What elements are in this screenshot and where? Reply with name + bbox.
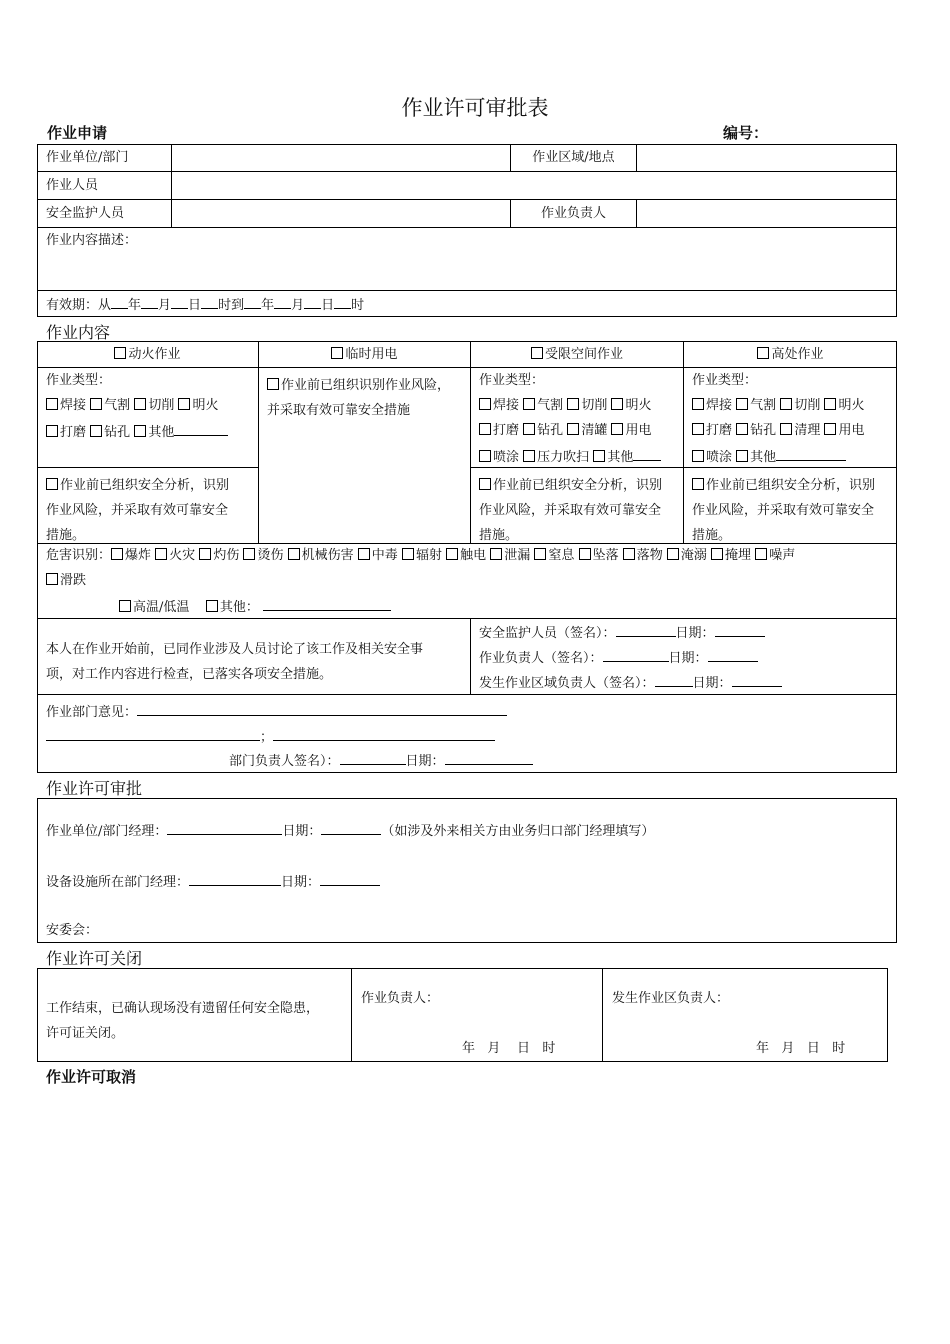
- supervisor-label: 安全监护人员: [46, 206, 125, 221]
- hazard-label: 爆炸: [125, 548, 152, 563]
- height-type-label: 作业类型：: [692, 373, 758, 388]
- unit-label: 作业单位/部门: [46, 150, 129, 165]
- description-field[interactable]: [40, 250, 894, 288]
- hazard-label: 掩埋: [725, 548, 752, 563]
- electric-note[interactable]: 作业前已组织识别作业风险， 并采取有效可靠安全措施: [267, 378, 451, 418]
- section-content-heading: 作业内容: [46, 323, 111, 342]
- section-closure-heading: 作业许可关闭: [46, 949, 143, 968]
- unit-manager-line[interactable]: 作业单位/部门经理： 日期： （如涉及外来相关方由业务归口部门经理填写）: [46, 824, 655, 839]
- hazard-checkbox-icon[interactable]: [579, 548, 591, 560]
- hazard-checkbox-icon[interactable]: [358, 548, 370, 560]
- section-approval-heading: 作业许可审批: [46, 779, 143, 798]
- fire-analysis-note[interactable]: 作业前已组织安全分析，识别 作业风险，并采取有效可靠安全 措施。: [46, 478, 230, 543]
- closure-leader-date[interactable]: 年 月 日 时: [462, 1041, 556, 1056]
- leader-field[interactable]: [637, 200, 895, 226]
- closure-area-leader-date[interactable]: 年 月 日 时: [756, 1041, 846, 1056]
- fire-type-label: 作业类型：: [46, 373, 112, 388]
- confined-type-label: 作业类型：: [479, 373, 545, 388]
- hazard-label: 泄漏: [504, 548, 531, 563]
- checkbox-icon: [757, 347, 769, 359]
- hazard-row3[interactable]: 高温/低温 其他：: [119, 598, 391, 616]
- hazard-checkbox-icon[interactable]: [243, 548, 255, 560]
- checkbox-icon: [531, 347, 543, 359]
- col-hot-work[interactable]: 动火作业: [37, 347, 258, 363]
- height-types-row2[interactable]: 打磨 钻孔 清理 用电: [692, 423, 864, 439]
- checkbox-icon: [114, 347, 126, 359]
- closure-leader-label[interactable]: 作业负责人：: [361, 991, 440, 1006]
- dept-sign-line[interactable]: 部门负责人签名）： 日期：: [229, 752, 533, 770]
- hazard-label: 烫伤: [257, 548, 284, 563]
- dept-opinion-line2[interactable]: ；: [46, 728, 495, 746]
- approval-box: [37, 798, 897, 943]
- hazard-label: 淹溺: [680, 548, 707, 563]
- confined-types-row2[interactable]: 打磨 钻孔 清罐 用电: [479, 423, 651, 439]
- col-confined-space[interactable]: 受限空间作业: [471, 347, 683, 363]
- hazard-label: 坠落: [592, 548, 619, 563]
- hazard-checkbox-icon[interactable]: [402, 548, 414, 560]
- fire-types-row2[interactable]: 打磨 钻孔 其他: [46, 423, 228, 441]
- hazard-checkbox-icon[interactable]: [623, 548, 635, 560]
- closure-area-leader-label[interactable]: 发生作业区负责人：: [612, 991, 730, 1006]
- hazard-label: 灼伤: [213, 548, 240, 563]
- hazard-label: 落物: [636, 548, 663, 563]
- hazard-label: 窒息: [548, 548, 575, 563]
- hazard-label: 中毒: [371, 548, 398, 563]
- safety-committee-line[interactable]: 安委会：: [46, 923, 99, 938]
- confined-types-row1[interactable]: 焊接 气割 切削 明火: [479, 398, 651, 414]
- facility-manager-line[interactable]: 设备设施所在部门经理： 日期：: [46, 873, 380, 891]
- section-cancel-heading: 作业许可取消: [46, 1068, 137, 1086]
- area-field[interactable]: [637, 145, 895, 170]
- hazard-checkbox-icon[interactable]: [446, 548, 458, 560]
- hazard-checkbox-icon[interactable]: [490, 548, 502, 560]
- supervisor-field[interactable]: [172, 200, 509, 226]
- hazard-checkbox-icon[interactable]: [111, 548, 123, 560]
- page-title: 作业许可审批表: [401, 96, 549, 120]
- height-types-row1[interactable]: 焊接 气割 切削 明火: [692, 398, 864, 414]
- supervisor-signature[interactable]: 安全监护人员（签名）： 日期：: [479, 624, 765, 642]
- dept-opinion-line[interactable]: 作业部门意见：: [46, 703, 507, 721]
- col-height-work[interactable]: 高处作业: [684, 347, 897, 363]
- section-application-heading: 作业申请: [47, 124, 108, 142]
- personnel-label: 作业人员: [46, 178, 99, 193]
- height-analysis-note[interactable]: 作业前已组织安全分析，识别 作业风险，并采取有效可靠安全 措施。: [692, 478, 876, 543]
- hazard-label: 噪声: [769, 548, 796, 563]
- personnel-field[interactable]: [172, 172, 895, 198]
- permit-number-label: 编号：: [723, 124, 769, 142]
- hazard-checkbox-icon[interactable]: [288, 548, 300, 560]
- area-leader-signature[interactable]: 发生作业区域负责人（签名）： 日期：: [479, 674, 782, 692]
- hazard-label: 辐射: [415, 548, 442, 563]
- hazard-checkbox-icon[interactable]: [534, 548, 546, 560]
- hazard-checkbox-icon[interactable]: [155, 548, 167, 560]
- validity-line: 有效期：从 年 月 日 时到 年 月 日 时: [46, 298, 365, 313]
- hazard-row2[interactable]: 滑跌: [46, 573, 86, 589]
- closure-statement: 工作结束，已确认现场没有遗留任何安全隐患， 许可证关闭。: [46, 1001, 320, 1041]
- leader-label: 作业负责人: [540, 206, 606, 221]
- hazard-checkbox-icon[interactable]: [711, 548, 723, 560]
- hazard-checkbox-icon[interactable]: [667, 548, 679, 560]
- hazard-label: 触电: [460, 548, 487, 563]
- confined-types-row3[interactable]: 喷涂 压力吹扫 其他: [479, 448, 661, 466]
- hazard-label: 机械伤害: [301, 548, 354, 563]
- height-types-row3[interactable]: 喷涂 其他: [692, 448, 846, 466]
- description-label: 作业内容描述：: [46, 233, 138, 248]
- confined-analysis-note[interactable]: 作业前已组织安全分析，识别 作业风险，并采取有效可靠安全 措施。: [479, 478, 663, 543]
- declaration-text: 本人在作业开始前，已同作业涉及人员讨论了该工作及相关安全事 项，对工作内容进行检查，已落实各项安全措施。: [46, 642, 424, 682]
- hazard-checkbox-icon[interactable]: [199, 548, 211, 560]
- area-label: 作业区域/地点: [532, 150, 615, 165]
- checkbox-icon: [331, 347, 343, 359]
- col-temp-electric[interactable]: 临时用电: [259, 347, 470, 363]
- hazard-checkbox-icon[interactable]: [755, 548, 767, 560]
- hazard-row1[interactable]: 危害识别： 爆炸 火灾 灼伤 烫伤 机械伤害 中毒 辐射 触电 泄漏 窒息 坠落 落物 淹溺 掩埋 噪声: [46, 548, 796, 563]
- leader-signature[interactable]: 作业负责人（签名）： 日期：: [479, 649, 758, 667]
- hazard-label: 火灾: [169, 548, 196, 563]
- fire-types-row1[interactable]: 焊接 气割 切削 明火: [46, 398, 218, 414]
- unit-field[interactable]: [172, 145, 509, 170]
